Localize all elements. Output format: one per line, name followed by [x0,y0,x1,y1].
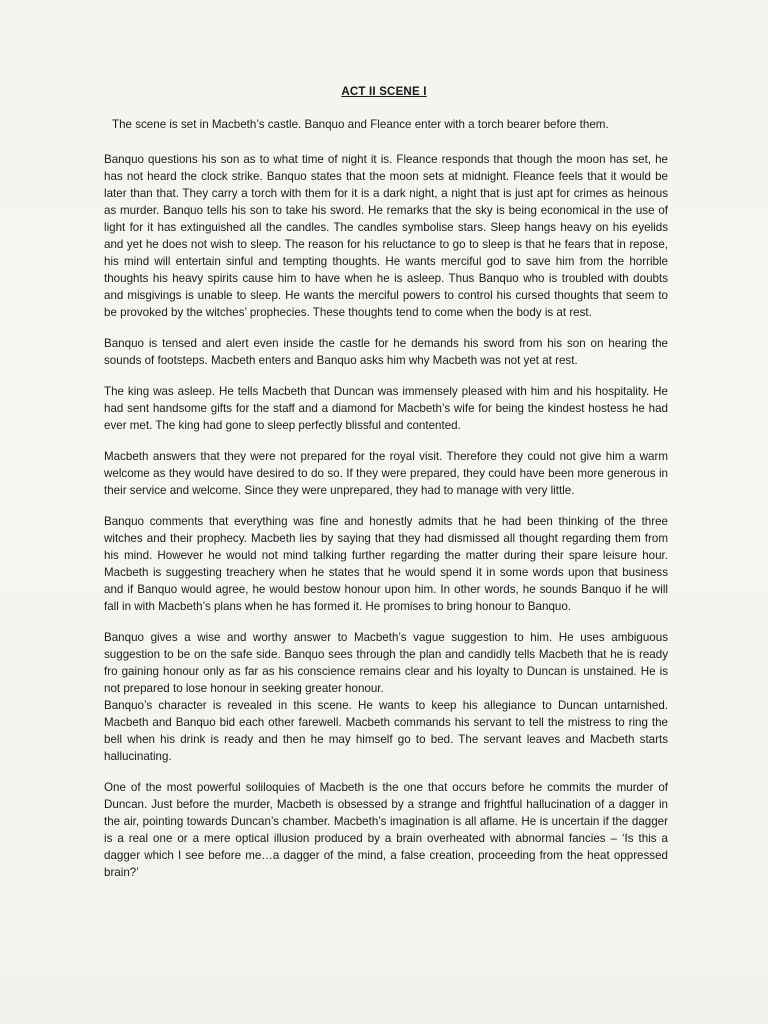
paragraph: Banquo’s character is revealed in this scene. He wants to keep his allegiance to Duncan untarnished. Macbeth and Banquo bid each other farewell. Macbeth commands his servant to tell the mistress to ring the bell when his drink is ready and then he may himself go to bed. The servant leaves and Macbeth starts hallucinating. [104,699,668,763]
paragraph: Banquo questions his son as to what time of night it is. Fleance responds that though the moon has set, he has not heard the clock strike. Banquo states that the moon sets at midnight. Fleance feels that it would be later than that. They carry a torch with them for it is a dark night, a night that is just apt for crimes as heinous as murder. Banquo tells his son to take his sword. He remarks that the sky is being economical in the use of light for it has extinguished all the candles. The candles symbolise stars. Sleep hangs heavy on his eyelids and yet he does not wish to sleep. The reason for his reluctance to go to sleep is that he fears that in repose, his mind will entertain sinful and tempting thoughts. He wants merciful god to save him from the horrible thoughts his heavy spirits cause him to have when he is asleep. Thus Banquo who is troubled with doubts and misgivings is unable to sleep. He wants the merciful powers to control his cursed thoughts that seem to be provoked by the witches’ prophecies. These thoughts tend to come when the body is at rest. [104,153,668,319]
document-body [104,116,668,895]
paragraph: Banquo comments that everything was fine and honestly admits that he had been thinking of the three witches and their prophecy. Macbeth lies by saying that they had dismissed all thought regarding them from his mind. However he would not mind talking further regarding the matter during their spare leisure hour. Macbeth is suggesting treachery when he states that he would spend it in some words upon that business and if Banquo would agree, he would bestow honour upon him. In other words, he sounds Banquo if he will fall in with Macbeth’s plans when he has formed it. He promises to bring honour to Banquo. [104,515,668,613]
page-title: ACT II SCENE I [341,86,427,98]
paragraph: One of the most powerful soliloquies of Macbeth is the one that occurs before he commits the murder of Duncan. Just before the murder, Macbeth is obsessed by a strange and frightful hallucination of a dagger in the air, pointing towards Duncan’s chamber. Macbeth’s imagination is all aflame. He is uncertain if the dagger is a real one or a mere optical illusion produced by a brain overheated with abnormal fancies – ‘Is this a dagger which I see before me…a dagger of the mind, a false creation, proceeding from the heat oppressed brain?’ [104,781,668,879]
paragraph: The king was asleep. He tells Macbeth that Duncan was immensely pleased with him and his hospitality. He had sent handsome gifts for the staff and a diamond for Macbeth’s wife for being the kindest hostess he had ever met. The king had gone to sleep perfectly blissful and contented. [104,385,668,432]
paragraph: Banquo gives a wise and worthy answer to Macbeth’s vague suggestion to him. He uses ambiguous suggestion to be on the safe side. Banquo sees through the plan and candidly tells Macbeth that he is ready fro gaining honour only as far as his conscience remains clear and his loyalty to Duncan is unstained. He is not prepared to lose honour in seeking greater honour. [104,631,668,695]
paragraph: Macbeth answers that they were not prepared for the royal visit. Therefore they could not give him a warm welcome as they would have desired to do so. If they were prepared, they could have been more generous in their service and welcome. Since they were unprepared, they had to manage with very little. [104,450,668,497]
paragraph-intro: The scene is set in Macbeth’s castle. Banquo and Fleance enter with a torch bearer before them. [112,118,609,131]
paragraph: Banquo is tensed and alert even inside the castle for he demands his sword from his son on hearing the sounds of footsteps. Macbeth enters and Banquo asks him why Macbeth was not yet at rest. [104,337,668,367]
